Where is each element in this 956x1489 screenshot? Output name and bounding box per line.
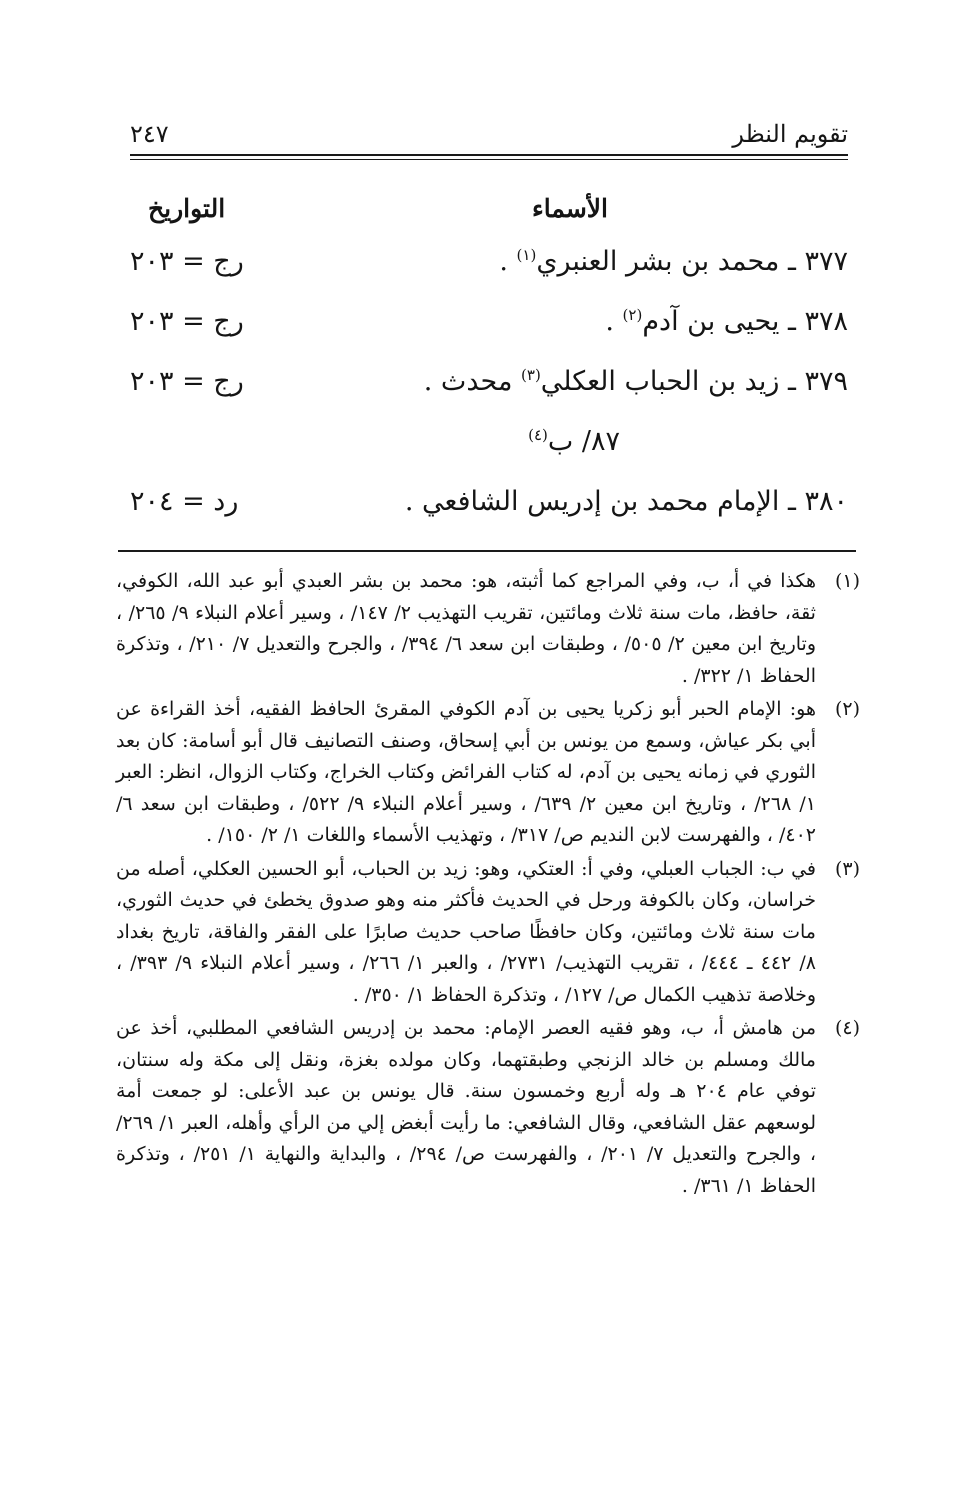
running-header: [130, 114, 848, 154]
footnote-text: هكذا في أ، ب، وفي المراجع كما أثبته، هو: محمد بن بشر العبدي أبو عبد الله، الكوفي، ثقة، حافظ، مات سنة ثلاث ومائتين، تقريب التهذيب ٢/ ١٤٧/ ، وسير أعلام النبلاء ٩/ ٢٦٥/ ، وتاريخ ابن معين ٢/ ٥٠٥/ ، وطبقات ابن سعد ٦/ ٣٩٤/ ، والجرح والتعديل ٧/ ٢١٠/ ، وتذكرة الحفاظ ١/ ٣٢٢/ .: [116, 570, 816, 687]
folio-marker: [130, 426, 848, 486]
footnote: [116, 854, 860, 1012]
footnotes: [116, 566, 860, 1204]
entry-name: ٣٨٠ ـ الإمام محمد بن إدريس الشافعي .: [404, 486, 848, 517]
footnote-text: هو: الإمام الحبر أبو زكريا يحيى بن آدم الكوفي المقرئ الحافظ الفقيه، أخذ القراءة عن أبي بكر عياش، وسمع من يونس بن أبي إسحاق، وصنف التصانيف قال أبو أسامة: كان بعد الثوري في زمانه يحيى بن آدم، له كتاب الفرائض وكتاب الخراج، وكتاب الزوال، انظر: العبر ١/ ٢٦٨/ ، وتاريخ ابن معين ٢/ ٦٣٩/ ، وسير أعلام النبلاء ٩/ ٥٢٢/ ، وطبقات ابن سعد ٦/ ٤٠٢/ ، والفهرست لابن النديم ص/ ٣١٧/ ، وتهذيب الأسماء واللغات ١/ ٢/ ١٥٠/ .: [116, 698, 816, 846]
name-list: [130, 246, 848, 546]
entry-date: رج = ٢٠٣: [130, 246, 244, 277]
entry-name: ٣٧٩ ـ زيد بن الحباب العكلي$^{(٣)}$ محدث .: [423, 366, 848, 397]
footnote-ref: (١): [516, 246, 537, 264]
entry-number: ٣٧٨: [804, 306, 848, 337]
book-title: تقويم النظر: [732, 120, 848, 148]
footnote-number: (٢): [834, 698, 860, 720]
header-rule: [130, 154, 848, 156]
footnote-text: من هامش أ، ب، وهو فقيه العصر الإمام: محمد بن إدريس الشافعي المطلبي، أخذ عن مالك ومسلم بن خالد الزنجي وطبقتهما، وكان مولده بغزة، ونقل إلى مكة وله سنتان، توفي عام ٢٠٤ هـ وله أربع وخمسون سنة. قال يونس بن عبد الأعلى: لو جمعت أمة لوسعهم عقل الشافعي، وقال الشافعي: ما رأيت أبغض إلي من الرأي وأهله، العبر ١/ ٢٦٩/ ، والجرح والتعديل ٧/ ٢٠١/ ، والفهرست ص/ ٢٩٤/ ، والبداية والنهاية ١/ ٢٥١/ ، وتذكرة الحفاظ ١/ ٣٦١/ .: [116, 1017, 816, 1197]
names-column-header: الأسماء: [532, 194, 608, 223]
entry-name: ٣٧٨ ـ يحيى بن آدم$^{(٢)}$ .: [605, 306, 848, 337]
header-rule-thin: [130, 159, 848, 160]
footnote-ref: (٤): [528, 426, 548, 444]
entry-text: زيد بن الحباب العكلي: [540, 366, 780, 397]
column-headers: [130, 194, 848, 234]
entry-number: ٣٨٠: [804, 486, 848, 517]
entry-text: الإمام محمد بن إدريس الشافعي .: [404, 486, 780, 517]
entry-text: محمد بن بشر العنبري: [536, 246, 780, 277]
footnote: [116, 1013, 860, 1202]
entry-name: ٣٧٧ ـ محمد بن بشر العنبري$^{(١)}$ .: [499, 246, 848, 277]
list-item: [130, 246, 848, 306]
entry-suffix: .: [605, 306, 614, 337]
entry-number: ٣٧٩: [804, 366, 848, 397]
list-item: [130, 486, 848, 546]
entry-date: رج = ٢٠٣: [130, 366, 244, 397]
footnote-rule: [118, 550, 856, 552]
folio-text: [528, 426, 620, 457]
dates-column-header: التواريخ: [148, 194, 226, 223]
footnote: [116, 694, 860, 852]
list-item: [130, 306, 848, 366]
footnote-text: في ب: الجباب العبلي، وفي أ: العتكي، وهو: زيد بن الحباب، أبو الحسين العكلي، أصله من خراسان، وكان بالكوفة ورحل في الحديث فأكثر منه وهو صدوق يخطئ في حديث الثوري، مات سنة ثلاث ومائتين، وكان حافظًا صاحب حديث صابرًا على الفقر والفاقة، تاريخ بغداد ٨/ ٤٤٢ ـ ٤٤٤/ ، تقريب التهذيب/ ٢٧٣١/ ، والعبر ١/ ٢٦٦/ ، وسير أعلام النبلاء ٩/ ٣٩٣/ ، وخلاصة تذهيب الكمال ص/ ١٢٧/ ، وتذكرة الحفاظ ١/ ٣٥٠/ .: [116, 857, 817, 1006]
folio-label: ٨٧/ ب: [547, 426, 620, 457]
entry-suffix: .: [499, 246, 508, 277]
entry-suffix: محدث .: [423, 366, 513, 397]
footnote: [116, 566, 860, 692]
page-number: ٢٤٧: [130, 120, 169, 148]
footnote-number: (٣): [834, 857, 860, 880]
footnote-number: (١): [834, 570, 860, 592]
footnote-ref: (٣): [521, 366, 541, 384]
entry-text: يحيى بن آدم: [642, 306, 780, 337]
entry-number: ٣٧٧: [804, 246, 848, 277]
entry-date: رج = ٢٠٣: [130, 306, 244, 337]
entry-date: رد = ٢٠٤: [130, 486, 239, 517]
footnote-ref: (٢): [622, 306, 643, 324]
list-item: [130, 366, 848, 426]
footnote-number: (٤): [834, 1017, 860, 1039]
